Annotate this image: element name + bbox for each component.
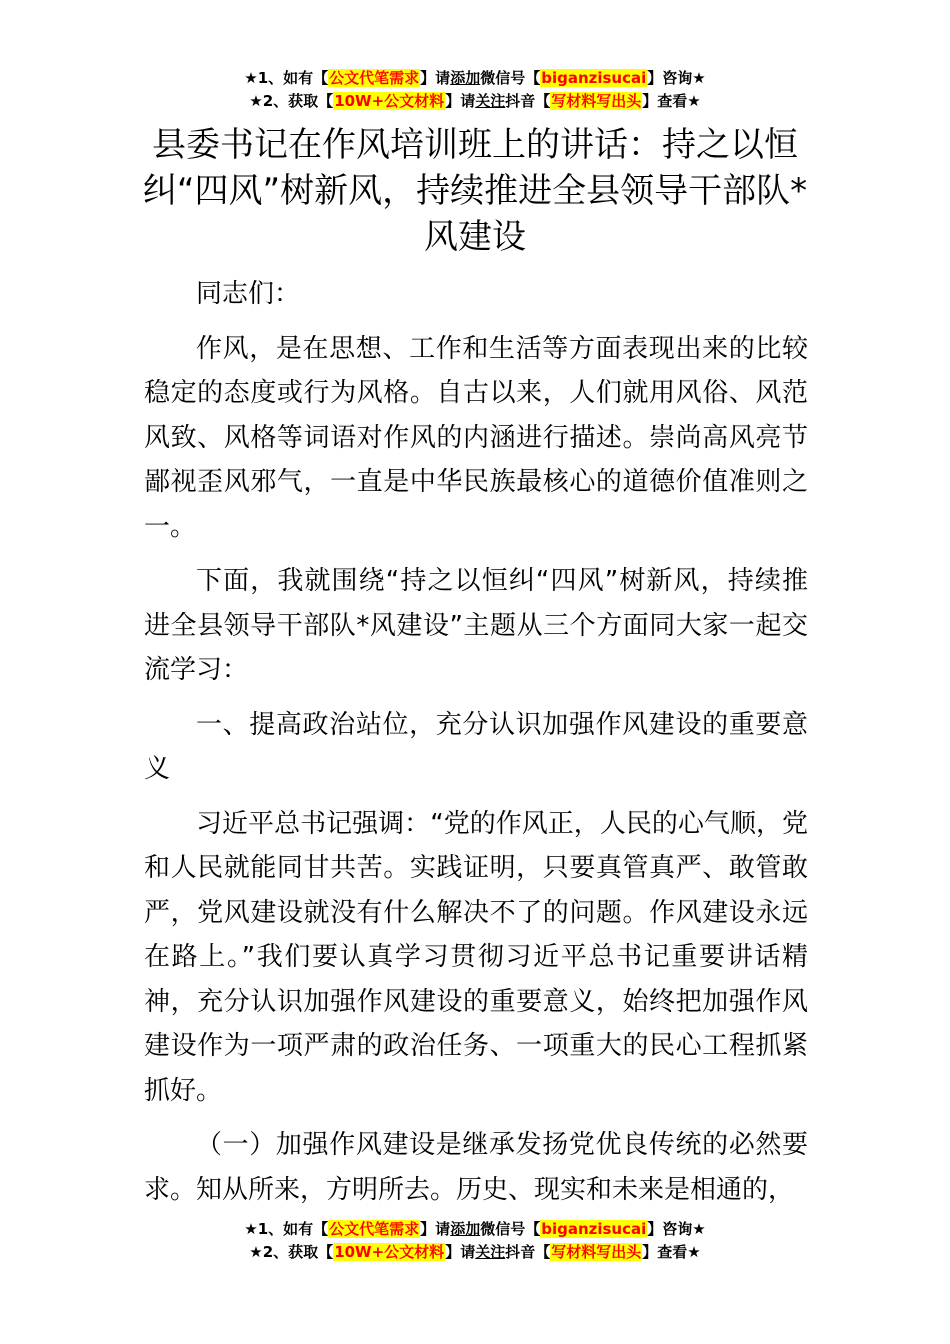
- footer-line-1: ★1、如有【公文代笔需求】请添加微信号【biganzisucai】咨询★: [244, 1220, 706, 1238]
- document-title: 县委书记在作风培训班上的讲话：持之以恒纠“四风”树新风，持续推进全县领导干部队*风建设: [142, 125, 808, 257]
- header-banner: [0, 67, 950, 113]
- paragraph-quote: 习近平总书记强调：“党的作风正，人民的心气顺，党和人民就能同甘共苦。实践证明，只要真管真严、敢管敢严，党风建设就没有什么解决不了的问题。作风建设永远在路上。”我们要认真学习贯彻习近平总书记重要讲话精神，充分认识加强作风建设的重要意义，始终把加强作风建设作为一项严肃的政治任务、一项重大的民心工程抓紧抓好。: [144, 808, 808, 1106]
- salutation: 同志们：: [196, 279, 301, 309]
- document-body: [144, 272, 808, 1222]
- paragraph-topic: 下面，我就围绕“持之以恒纠“四风”树新风，持续推进全县领导干部队*风建设”主题从三个方面同大家一起交流学习：: [144, 566, 808, 685]
- highlight-materials: 10W+公文材料: [334, 92, 445, 110]
- footer-banner: [0, 1218, 950, 1264]
- section-heading-1: 一、提高政治站位，充分认识加强作风建设的重要意义: [144, 709, 808, 784]
- highlight-douyin-account: 写材料写出头: [551, 92, 642, 110]
- highlight-wechat-id: biganzisucai: [541, 69, 647, 87]
- banner-line-2: ★2、获取【10W+公文材料】请关注抖音【写材料写出头】查看★: [249, 92, 701, 110]
- highlight-service: 公文代笔需求: [329, 69, 420, 87]
- subsection-1: （一）加强作风建设是继承发扬党优良传统的必然要求。知从所来，方明所去。历史、现实和未来是相通的，: [144, 1130, 808, 1205]
- paragraph-intro: 作风，是在思想、工作和生活等方面表现出来的比较稳定的态度或行为风格。自古以来，人们就用风俗、风范风致、风格等词语对作风的内涵进行描述。崇尚高风亮节鄙视歪风邪气，一直是中华民族最核心的道德价值准则之一。: [144, 333, 808, 542]
- footer-line-2: ★2、获取【10W+公文材料】请关注抖音【写材料写出头】查看★: [249, 1243, 701, 1261]
- banner-line-1: ★1、如有【公文代笔需求】请添加微信号【biganzisucai】咨询★: [244, 69, 706, 87]
